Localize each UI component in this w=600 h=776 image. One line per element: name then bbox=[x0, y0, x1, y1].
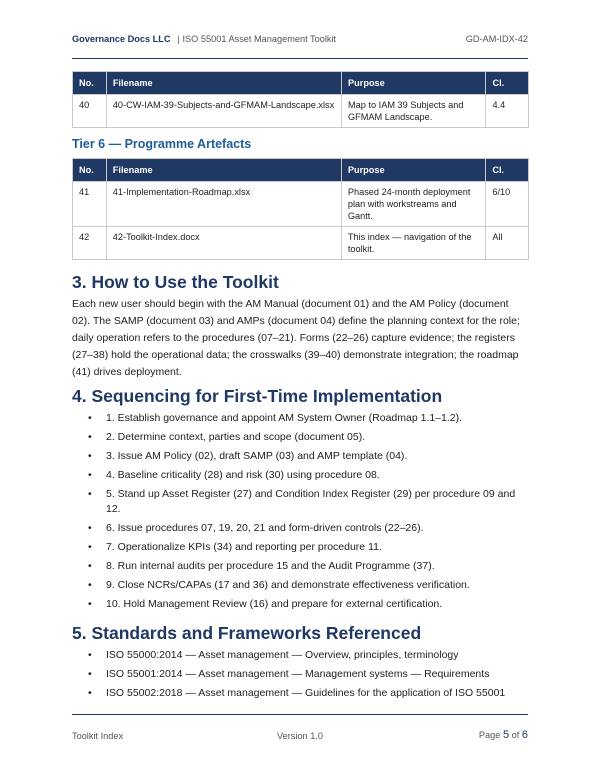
tier-6-heading: Tier 6 — Programme Artefacts bbox=[72, 137, 252, 151]
list-item bbox=[72, 578, 529, 593]
implementation-steps-list bbox=[72, 411, 529, 616]
cell-purpose: This index — navigation of the toolkit. bbox=[341, 227, 485, 260]
cell-purpose: Map to IAM 39 Subjects and GFMAM Landscape. bbox=[342, 95, 486, 128]
column-header-no: No. bbox=[73, 72, 107, 95]
bullet-icon: • bbox=[88, 450, 92, 462]
list-item-text: 1. Establish governance and appoint AM System Owner (Roadmap 1.1–1.2). bbox=[106, 412, 463, 424]
bullet-icon: • bbox=[88, 431, 92, 443]
table-row bbox=[73, 227, 529, 260]
list-item-text: ISO 55000:2014 — Asset management — Overview, principles, terminology bbox=[106, 649, 459, 661]
section-4-heading: 4. Sequencing for First-Time Implementation bbox=[72, 386, 443, 406]
tier-6-table bbox=[72, 158, 529, 260]
files-table-continued bbox=[72, 71, 529, 128]
page-header bbox=[72, 30, 528, 59]
bullet-icon: • bbox=[88, 488, 92, 500]
table-row bbox=[73, 182, 529, 227]
cell-no: 42 bbox=[73, 227, 107, 260]
bullet-icon: • bbox=[88, 579, 92, 591]
table-header-row bbox=[73, 72, 529, 95]
cell-filename: 42-Toolkit-Index.docx bbox=[106, 227, 341, 260]
list-item bbox=[72, 597, 529, 612]
bullet-icon: • bbox=[88, 687, 92, 699]
list-item bbox=[72, 430, 529, 445]
cell-filename: 41-Implementation-Roadmap.xlsx bbox=[106, 182, 341, 227]
list-item bbox=[72, 686, 529, 701]
list-item bbox=[72, 468, 529, 483]
list-item-text: 10. Hold Management Review (16) and prepare for external certification. bbox=[106, 598, 443, 610]
column-header-purpose: Purpose bbox=[342, 72, 486, 95]
cell-no: 41 bbox=[73, 182, 107, 227]
column-header-no: No. bbox=[73, 159, 107, 182]
header-separator: | bbox=[177, 34, 180, 44]
page-total: 6 bbox=[521, 729, 528, 741]
list-item-text: 6. Issue procedures 07, 19, 20, 21 and form-driven controls (22–26). bbox=[106, 522, 424, 534]
bullet-icon: • bbox=[88, 598, 92, 610]
cell-no: 40 bbox=[73, 95, 107, 128]
list-item-text: 5. Stand up Asset Register (27) and Condition Index Register (29) per procedure 09 and 12. bbox=[106, 488, 516, 515]
cell-purpose: Phased 24-month deployment plan with workstreams and Gantt. bbox=[341, 182, 485, 227]
cell-filename: 40-CW-IAM-39-Subjects-and-GFMAM-Landscape.xlsx bbox=[106, 95, 341, 128]
cell-clause: All bbox=[486, 227, 529, 260]
list-item-text: ISO 55002:2018 — Asset management — Guidelines for the application of ISO 55001 bbox=[106, 687, 506, 699]
cell-clause: 6/10 bbox=[486, 182, 529, 227]
section-3-heading: 3. How to Use the Toolkit bbox=[72, 272, 279, 292]
bullet-icon: • bbox=[88, 560, 92, 572]
bullet-icon: • bbox=[88, 522, 92, 534]
header-doc-id: GD-AM-IDX-42 bbox=[465, 34, 528, 44]
page-number bbox=[479, 729, 528, 741]
list-item bbox=[72, 487, 529, 517]
header-left bbox=[72, 34, 336, 44]
list-item-text: 4. Baseline criticality (28) and risk (30) using procedure 08. bbox=[106, 469, 380, 481]
list-item bbox=[72, 411, 529, 426]
list-item bbox=[72, 521, 529, 536]
column-header-filename: Filename bbox=[106, 159, 341, 182]
footer-doc-name: Toolkit Index bbox=[72, 731, 124, 741]
header-brand: Governance Docs LLC bbox=[72, 34, 171, 44]
standards-list bbox=[72, 648, 529, 705]
bullet-icon: • bbox=[88, 469, 92, 481]
footer-version: Version 1.0 bbox=[277, 731, 323, 741]
column-header-purpose: Purpose bbox=[341, 159, 485, 182]
header-title: ISO 55001 Asset Management Toolkit bbox=[182, 34, 337, 44]
list-item-text: ISO 55001:2014 — Asset management — Management systems — Requirements bbox=[106, 668, 490, 680]
list-item bbox=[72, 648, 529, 663]
column-header-clause: Cl. bbox=[486, 72, 529, 95]
list-item bbox=[72, 540, 529, 555]
page-label: Page bbox=[478, 730, 501, 740]
cell-clause: 4.4 bbox=[486, 95, 529, 128]
section-3-body: Each new user should begin with the AM Manual (document 01) and the AM Policy (document 02). The SAMP (document 03) and AMPs (document 04) define the planning context for the role; daily operation refers to the procedures (07–21). Forms (22–26) capture evidence; the registers (27–38) hold the operational data; the crosswalks (39–40) demonstrate integration; the roadmap (41) drives deployment. bbox=[72, 298, 520, 378]
list-item-text: 2. Determine context, parties and scope (document 05). bbox=[106, 431, 366, 443]
section-5-heading: 5. Standards and Frameworks Referenced bbox=[72, 623, 422, 643]
list-item-text: 8. Run internal audits per procedure 15 and the Audit Programme (37). bbox=[106, 560, 435, 572]
bullet-icon: • bbox=[88, 649, 92, 661]
column-header-clause: Cl. bbox=[486, 159, 529, 182]
list-item bbox=[72, 449, 529, 464]
page-of: of bbox=[511, 730, 520, 740]
list-item-text: 9. Close NCRs/CAPAs (17 and 36) and demonstrate effectiveness verification. bbox=[106, 579, 470, 591]
list-item-text: 3. Issue AM Policy (02), draft SAMP (03) and AMP template (04). bbox=[106, 450, 408, 462]
bullet-icon: • bbox=[88, 668, 92, 680]
page-current: 5 bbox=[502, 729, 510, 741]
list-item-text: 7. Operationalize KPIs (34) and reporting per procedure 11. bbox=[106, 541, 382, 553]
list-item bbox=[72, 559, 529, 574]
list-item bbox=[72, 667, 529, 682]
table-header-row bbox=[73, 159, 529, 182]
column-header-filename: Filename bbox=[106, 72, 341, 95]
bullet-icon: • bbox=[88, 541, 92, 553]
table-row bbox=[73, 95, 529, 128]
page-footer bbox=[72, 714, 528, 745]
bullet-icon: • bbox=[88, 412, 92, 424]
